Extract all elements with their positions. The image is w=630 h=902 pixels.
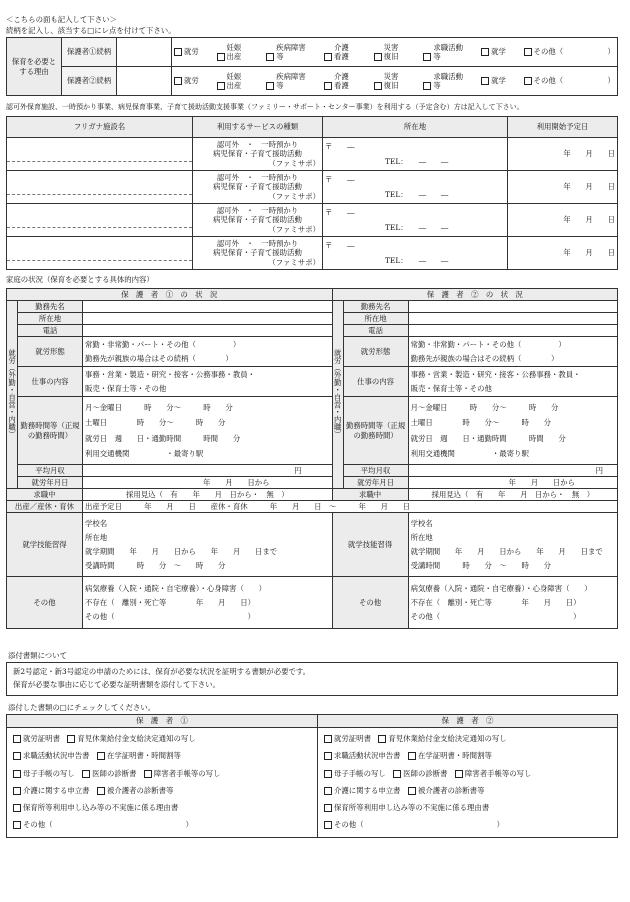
col-service-type: 利用するサービスの種類 [193, 117, 323, 138]
reason-option[interactable]: 求職活動等 [423, 43, 463, 62]
doc-row [324, 734, 611, 743]
guardian1-header: 保 護 者 ① の 状 況 [7, 289, 333, 301]
doc-checkbox[interactable]: 育児休業給付金支給決定通知の写し [378, 734, 506, 743]
g1-workplace-field[interactable] [83, 301, 333, 313]
guardian1-relation-label: 保護者①続柄 [62, 38, 117, 67]
location-label: 所在地 [343, 313, 408, 325]
reason-option[interactable]: その他（ ） [524, 47, 615, 56]
study-label: 就学技能習得 [332, 513, 408, 577]
doc-checkbox[interactable]: 被介護者の診断書等 [408, 786, 485, 795]
reason-option[interactable]: 疾病障害等 [266, 43, 306, 62]
doc-row [13, 803, 311, 812]
doc-checkbox[interactable]: 保育所等利用申し込み等の不実施に係る理由書 [13, 803, 178, 812]
phone-label: 電話 [343, 325, 408, 337]
hours-label: 勤務時間等（正規の勤務時間） [18, 397, 83, 465]
documents-note-line1: 新2号認定・新3号認定の申請のためには、保育が必要な状況を証明する書類が必要です。 [13, 667, 311, 676]
documents-title: 添付書類について [8, 651, 67, 660]
birth-field[interactable]: 出産予定日 年 月 日 産休・育休 年 月 日 ～ 年 月 日 [83, 501, 618, 513]
doc-checkbox[interactable]: 医師の診断書 [82, 769, 136, 778]
work-type-label: 就労形態 [343, 337, 408, 367]
doc-checkbox[interactable]: 母子手帳の写し [324, 769, 386, 778]
doc-checkbox[interactable]: その他（ ） [13, 820, 193, 829]
services-table [6, 116, 618, 270]
documents-note-line2: 保育が必要な事由に応じて必要な証明書類を添付して下さい。 [13, 680, 220, 690]
doc-checkbox[interactable]: その他（ ） [324, 820, 504, 829]
address-field[interactable]: 〒 ― TEL： ― ― [323, 138, 508, 171]
doc-checkbox[interactable]: 就労証明書 [13, 734, 60, 743]
workplace-label: 勤務先名 [18, 301, 83, 313]
g2-income-field[interactable]: 円 [408, 465, 617, 477]
col-address: 所在地 [323, 117, 508, 138]
seeking-label: 求職中 [332, 489, 408, 501]
doc-guardian1-list [7, 728, 318, 838]
address-field[interactable]: 〒 ― TEL： ― ― [323, 237, 508, 270]
reason-option[interactable]: 災害復旧 [374, 72, 406, 91]
g2-other-field[interactable]: 病気療養（入院・通院・自宅療養）・心身障害（ ） 不存在（ 離別・死亡等 年 月 日） その他（ ） [408, 577, 617, 629]
doc-row [13, 734, 311, 743]
g1-hours-field[interactable]: 月～金曜日 時 分～ 時 分 土曜日 時 分～ 時 分 就労日 週 日・通勤時間 時間 分 利用交通機関 ・最寄り駅 [83, 397, 333, 465]
reason-table [6, 37, 618, 96]
g2-work-type-field[interactable]: 常勤・非常勤・パート・その他（ ） 勤務先が親族の場合はその続柄（ ） [408, 337, 617, 367]
guardian2-reason-options [172, 67, 618, 96]
g1-work-type-field[interactable]: 常勤・非常勤・パート・その他（ ） 勤務先が親族の場合はその続柄（ ） [83, 337, 333, 367]
facility-name-field[interactable] [7, 171, 193, 204]
doc-guardian1-header: 保 護 者 ① [7, 715, 318, 728]
phone-label: 電話 [18, 325, 83, 337]
doc-checkbox[interactable]: 介護に関する申立書 [13, 786, 90, 795]
g1-study-field[interactable]: 学校名 所在地 就学期間 年 月 日から 年 月 日まで 受講時間 時 分 ～ 時 分 [83, 513, 333, 577]
service-type-options: 認可外 ・ 一時預かり 病児保育・子育て援助活動 （ファミサポ） [193, 171, 323, 204]
guardian1-reason-options [172, 38, 618, 67]
guardian2-header: 保 護 者 ② の 状 況 [332, 289, 617, 301]
col-start-date: 利用開始予定日 [508, 117, 618, 138]
birth-label: 出産／産休・育休 [7, 501, 83, 513]
reason-option[interactable]: 妊娠出産 [217, 72, 249, 91]
g2-phone-field[interactable] [408, 325, 617, 337]
doc-row [13, 769, 311, 778]
reason-label: 保育を必要とする理由 [7, 38, 62, 96]
col-facility-name: フリガナ施設名 [7, 117, 193, 138]
guardian1-work-side-label: 就労（外勤・自営・内職） [7, 301, 18, 489]
service-type-options: 認可外 ・ 一時預かり 病児保育・子育て援助活動 （ファミサポ） [193, 237, 323, 270]
family-table [6, 288, 618, 629]
side-note: ＜こちらの面も記入して下さい＞ [6, 15, 117, 24]
services-instruction: 認可外保育施設、一時預かり事業、病児保育事業、子育て援助活動支援事業（ファミリー・サポート・センター事業）を利用する（予定含む）方は記入して下さい。 [6, 103, 524, 111]
doc-row [13, 820, 311, 829]
doc-row [324, 820, 611, 829]
family-title: 家庭の状況（保育を必要とする具体的内容） [6, 275, 154, 284]
reason-option[interactable]: 求職活動等 [423, 72, 463, 91]
reason-option[interactable]: 就労 [174, 47, 199, 56]
reason-instruction: 続柄を記入し、該当する□にレ点を付けて下さい。 [6, 26, 176, 35]
reason-option[interactable]: 就学 [481, 47, 506, 56]
doc-checkbox[interactable]: 在学証明書・時間割等 [97, 751, 181, 760]
reason-option[interactable]: 就労 [174, 76, 199, 85]
guardian1-relation-field[interactable] [117, 38, 172, 67]
started-label: 就労年月日 [18, 477, 83, 489]
g1-started-field[interactable]: 年 月 日から [83, 477, 333, 489]
g1-other-field[interactable]: 病気療養（入院・通院・自宅療養）・心身障害（ ） 不存在（ 離別・死亡等 年 月 日） その他（ ） [83, 577, 333, 629]
documents-note-box [6, 662, 618, 696]
g2-started-field[interactable]: 年 月 日から [408, 477, 617, 489]
g1-income-field[interactable]: 円 [83, 465, 333, 477]
study-label: 就学技能習得 [7, 513, 83, 577]
doc-checkbox[interactable]: 就労証明書 [324, 734, 371, 743]
doc-row [13, 786, 311, 795]
reason-option[interactable]: 介護看護 [324, 72, 356, 91]
address-field[interactable]: 〒 ― TEL： ― ― [323, 171, 508, 204]
guardian2-relation-label: 保護者②続柄 [62, 67, 117, 96]
facility-name-field[interactable] [7, 138, 193, 171]
income-label: 平均月収 [18, 465, 83, 477]
reason-option[interactable]: 介護看護 [324, 43, 356, 62]
service-type-options: 認可外 ・ 一時預かり 病児保育・子育て援助活動 （ファミサポ） [193, 138, 323, 171]
g2-study-field[interactable]: 学校名 所在地 就学期間 年 月 日から 年 月 日まで 受講時間 時 分 ～ 時 分 [408, 513, 617, 577]
doc-checkbox[interactable]: 医師の診断書 [393, 769, 447, 778]
g2-workplace-field[interactable] [408, 301, 617, 313]
other-label: その他 [332, 577, 408, 629]
reason-option[interactable]: 災害復旧 [374, 43, 406, 62]
doc-checkbox[interactable]: 在学証明書・時間割等 [408, 751, 492, 760]
other-label: その他 [7, 577, 83, 629]
doc-checkbox[interactable]: 被介護者の診断書等 [97, 786, 174, 795]
income-label: 平均月収 [343, 465, 408, 477]
g2-location-field[interactable] [408, 313, 617, 325]
start-date-field[interactable]: 年 月 日 [508, 171, 618, 204]
started-label: 就労年月日 [343, 477, 408, 489]
hours-label: 勤務時間等（正規の勤務時間） [343, 397, 408, 465]
doc-row [324, 751, 611, 760]
g1-location-field[interactable] [83, 313, 333, 325]
g1-job-field[interactable]: 事務・営業・製造・研究・接客・公務事務・教員・ 販売・保育士等・その他 [83, 367, 333, 397]
documents-check-table [6, 714, 618, 838]
g2-seeking-field[interactable]: 採用見込（ 有 年 月 日から・ 無 ） [408, 489, 617, 501]
g1-seeking-field[interactable]: 採用見込（ 有 年 月 日から・ 無 ） [83, 489, 333, 501]
reason-option[interactable]: その他（ ） [524, 76, 615, 85]
work-type-label: 就労形態 [18, 337, 83, 367]
facility-name-field[interactable] [7, 237, 193, 270]
start-date-field[interactable]: 年 月 日 [508, 237, 618, 270]
doc-guardian2-list [318, 728, 618, 838]
location-label: 所在地 [18, 313, 83, 325]
doc-checkbox[interactable]: 障害者手帳等の写し [455, 769, 532, 778]
start-date-field[interactable]: 年 月 日 [508, 138, 618, 171]
guardian2-relation-field[interactable] [117, 67, 172, 96]
check-title: 添付した書類の□にチェックしてください。 [8, 703, 156, 712]
doc-checkbox[interactable]: 母子手帳の写し [13, 769, 75, 778]
address-field[interactable]: 〒 ― TEL： ― ― [323, 204, 508, 237]
seeking-label: 求職中 [7, 489, 83, 501]
workplace-label: 勤務先名 [343, 301, 408, 313]
g2-job-field[interactable]: 事務・営業・製造・研究・接客・公務事務・教員・ 販売・保育士等・その他 [408, 367, 617, 397]
doc-row [324, 786, 611, 795]
job-label: 仕事の内容 [18, 367, 83, 397]
service-type-options: 認可外 ・ 一時預かり 病児保育・子育て援助活動 （ファミサポ） [193, 204, 323, 237]
doc-checkbox[interactable]: 介護に関する申立書 [324, 786, 401, 795]
g2-hours-field[interactable]: 月～金曜日 時 分～ 時 分 土曜日 時 分～ 時 分 就労日 週 日・通勤時間 時間 分 利用交通機関 ・最寄り駅 [408, 397, 617, 465]
reason-option[interactable]: 妊娠出産 [217, 43, 249, 62]
doc-checkbox[interactable]: 求職活動状況申告書 [13, 751, 90, 760]
job-label: 仕事の内容 [343, 367, 408, 397]
guardian2-work-side-label: 就労（外勤・自営・内職） [332, 301, 343, 489]
doc-row [324, 769, 611, 778]
doc-checkbox[interactable]: 障害者手帳等の写し [144, 769, 221, 778]
doc-guardian2-header: 保 護 者 ② [318, 715, 618, 728]
g1-phone-field[interactable] [83, 325, 333, 337]
reason-option[interactable]: 就学 [481, 76, 506, 85]
doc-row [324, 803, 611, 812]
start-date-field[interactable]: 年 月 日 [508, 204, 618, 237]
facility-name-field[interactable] [7, 204, 193, 237]
doc-checkbox[interactable]: 求職活動状況申告書 [324, 751, 401, 760]
doc-checkbox[interactable]: 保育所等利用申し込み等の不実施に係る理由書 [324, 803, 489, 812]
doc-row [13, 751, 311, 760]
doc-checkbox[interactable]: 育児休業給付金支給決定通知の写し [67, 734, 195, 743]
reason-option[interactable]: 疾病障害等 [266, 72, 306, 91]
